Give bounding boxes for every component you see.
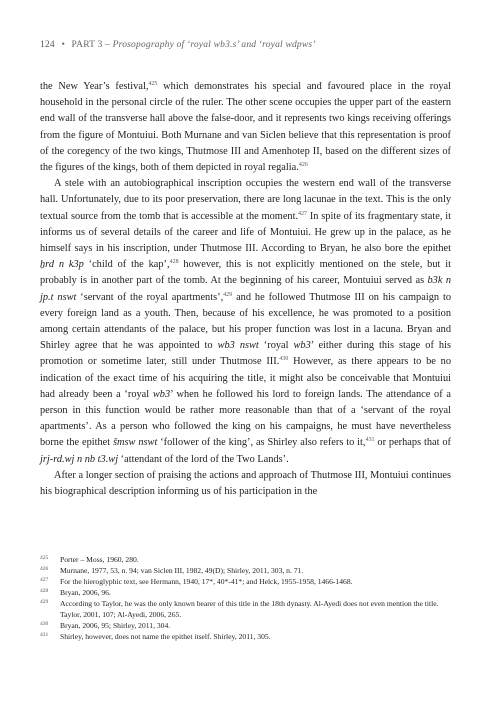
footnote: [40, 554, 451, 565]
footnote-ref[interactable]: 429: [223, 291, 233, 298]
text-run: In spite of its fragmentary state, it informs us of several details of the career and life of Montuiui. He grew up in the palace, as he himself says in his inscription, under Thutmose III. According to Bryan, he also bore the epithet: [40, 210, 451, 255]
running-head: [40, 40, 316, 50]
footnote-number: 426: [40, 566, 49, 572]
page-number: 124: [40, 40, 55, 50]
paragraph-3: [40, 468, 451, 500]
footnote-ref[interactable]: 427: [298, 210, 308, 217]
footnote-ref[interactable]: 426: [298, 162, 308, 169]
paragraph-1: [40, 79, 451, 176]
footnote-text: For the hieroglyphic text, see Hermann, 1940, 17*, 40*-41*; and Helck, 1955-1958, 1466-1468.: [60, 577, 353, 586]
footnote-number: 428: [40, 588, 49, 594]
footnote-ref[interactable]: 425: [148, 81, 158, 87]
egyptian-term: ẖrd n k3p: [40, 259, 84, 271]
text-run: and he followed Thutmose III on his campaign to every foreign land as a youth. Then, because of his excellence, he was promoted to a position among certain attendants of the palace, but his proper function was lost in a lacuna. Bryan and Shirley agree that he was appointed to: [40, 291, 451, 352]
footnotes: [40, 554, 451, 642]
text-run: the New Year’s festival,: [40, 81, 149, 92]
footnote-number: 431: [40, 632, 49, 638]
egyptian-term: wb3: [293, 340, 311, 352]
footnote-number: 427: [40, 577, 49, 583]
header-subtitle: Prosopography of ‘royal wb3.s’ and ‘royal wdpws’: [112, 40, 316, 50]
text-run: however, this is not explicitly mentioned on the stele, but it probably is in another part of the tomb. At the beginning of his career, Montuiui served as: [40, 259, 451, 287]
footnote-number: 425: [40, 555, 49, 561]
main-text: [40, 79, 451, 500]
footnote: [40, 620, 451, 631]
header-part: PART 3 –: [71, 40, 111, 50]
footnote-text: Shirley, however, does not name the epithet itself. Shirley, 2011, 305.: [60, 632, 271, 641]
egyptian-term: šmsw nswt: [113, 437, 158, 449]
footnote-text: Bryan, 2006, 96.: [60, 588, 111, 597]
footnote-text: Porter – Moss, 1960, 280.: [60, 555, 139, 564]
footnote: [40, 631, 451, 642]
text-run: After a longer section of praising the actions and approach of Thutmose III, Montuiui continues his biographical description informing us of his participation in the: [40, 469, 451, 498]
footnote-text: According to Taylor, he was the only known bearer of this title in the 18th dynasty. Al-Ayedi does not even mention the title. Taylor, 2001, 107; Al-Ayedi, 2006, 265.: [60, 599, 439, 619]
text-run: ‘child of the kap’,: [83, 259, 170, 271]
footnote: [40, 598, 451, 620]
paragraph-2: [40, 176, 451, 468]
text-run: ‘attendant of the lord of the Two Lands’.: [118, 453, 289, 465]
text-run: ‘royal: [258, 340, 294, 352]
egyptian-term: wb3: [152, 388, 171, 400]
text-run: ‘follower of the king’, as Shirley also refers to it,: [157, 437, 366, 449]
footnote: [40, 587, 451, 598]
text-run: which demonstrates his special and favoured place in the royal household in the personal circle of the ruler. The other scene occupies the upper part of the eastern end wall of the transverse hall above the false-door, and it represents two kings receiving offerings from the figure of Montuiui. Both Murnane and van Siclen believe that this representation is proof of the coregency of the two kings, Thutmose III and Amenhotep II, based on the different sizes of the figures of the kings, both of them depicted in royal regalia.: [40, 81, 452, 174]
text-run: or perhaps that of: [374, 437, 452, 449]
footnote-number: 429: [40, 599, 49, 605]
egyptian-term: b3k n jp.t nswt: [40, 275, 451, 303]
egyptian-term: wb3 nswt: [217, 340, 259, 352]
footnote-text: Bryan, 2006, 95; Shirley, 2011, 304.: [60, 621, 171, 630]
text-run: However, as there appears to be no indication of the exact time of his acquiring the title, it might also be conceivable that Montuiui had already been a ‘royal: [40, 356, 451, 400]
text-run: ’ either during this stage of his promotion or sometime later, still under Thutmose III.: [40, 340, 451, 368]
header-separator: •: [61, 40, 65, 50]
egyptian-term: jrj-rd.wj n nb t3.wj: [40, 453, 119, 465]
text-run: A stele with an autobiographical inscription occupies the western end wall of the transverse hall. Unfortunately, due to its poor preservation, there are long lacunae in the text. This is the only textual source from the tomb that is accessible at the moment.: [40, 178, 451, 222]
footnote-number: 430: [40, 621, 49, 627]
footnote-ref[interactable]: 430: [279, 356, 289, 363]
footnote: [40, 565, 451, 576]
footnote-text: Murnane, 1977, 53, n. 94; van Siclen III, 1982, 49(D); Shirley, 2011, 303, n. 71.: [60, 566, 304, 575]
footnote: [40, 576, 451, 587]
text-run: ‘servant of the royal apartments’,: [76, 291, 224, 303]
footnote-ref[interactable]: 431: [365, 437, 375, 444]
text-run: ’ when he followed his lord to foreign lands. The attendance of a person in this function would be rather more reasonable than that of a ‘servant of the royal apartments’. As a person who followed the king on his campaigns, he must have nevertheless borne the epithet: [40, 388, 451, 449]
footnote-ref[interactable]: 428: [169, 259, 179, 266]
